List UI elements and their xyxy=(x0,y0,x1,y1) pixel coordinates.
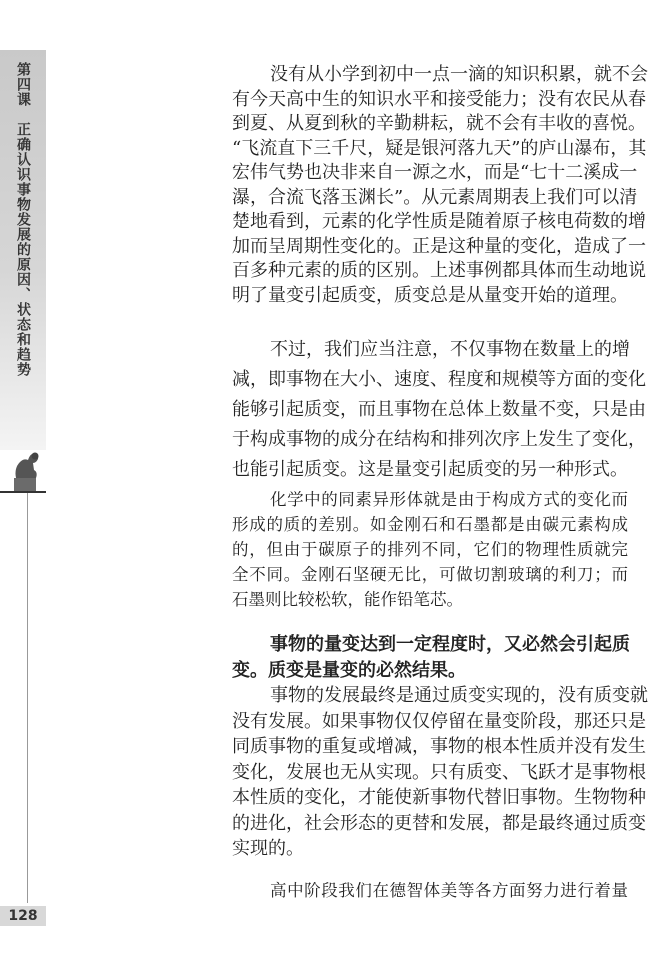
text-line: “飞流直下三千尺，疑是银河落九天”的庐山瀑布，其 xyxy=(232,137,647,159)
paragraph-examples xyxy=(232,63,648,308)
text-line: 事物的发展最终是通过质变实现的，没有质变就 xyxy=(270,685,648,706)
text-line: 能够引起质变，而且事物在总体上数量不变，只是由 xyxy=(232,399,646,420)
thinker-statue-icon xyxy=(6,448,46,492)
text-line: 明了量变引起质变，质变总是从量变开始的道理。 xyxy=(232,284,628,306)
text-line: 的进化，社会形态的更替和发展，都是最终通过质变 xyxy=(232,812,646,834)
text-line: 化学中的同素异形体就是由于构成方式的变化而 xyxy=(270,490,628,509)
text-line: 全不同。金刚石坚硬无比，可做切割玻璃的利刀；而 xyxy=(232,565,628,584)
text-line: 宏伟气势也决非来自一源之水，而是“七十二溪成一 xyxy=(232,162,638,183)
text-line: 的，但由于碳原子的排列不同，它们的物理性质就完 xyxy=(232,540,628,559)
text-line: 到夏、从夏到秋的辛勤耕耘，就不会有丰收的喜悦。 xyxy=(232,113,646,134)
text-line: 瀑，合流飞落玉渊长”。从元素周期表上我们可以清 xyxy=(232,186,638,208)
text-line: 没有从小学到初中一点一滴的知识积累，就不会 xyxy=(270,64,648,85)
text-line: 于构成事物的成分在结构和排列次序上发生了变化， xyxy=(232,429,646,450)
key-point-line: 事物的量变达到一定程度时，又必然会引起质 xyxy=(270,634,630,655)
text-line: 减，即事物在大小、速度、程度和规模等方面的变化 xyxy=(232,369,646,390)
text-line: 形成的质的差别。如金刚石和石墨都是由碳元素构成 xyxy=(232,515,628,534)
text-line: 没有发展。如果事物仅仅停留在量变阶段，那还只是 xyxy=(232,710,646,732)
text-line: 不过，我们应当注意，不仅事物在数量上的增 xyxy=(270,339,630,360)
page-number: 128 xyxy=(0,906,46,926)
text-line: 有今天高中生的知识水平和接受能力；没有农民从春 xyxy=(232,88,646,110)
text-line: 也能引起质变。这是量变引起质变的另一种形式。 xyxy=(232,459,628,480)
paragraph-high-school xyxy=(232,878,628,903)
text-line: 本性质的变化，才能使新事物代替旧事物。生物物种 xyxy=(232,787,646,808)
paragraph-qualitative-change xyxy=(232,632,648,862)
paragraph-allotrope-example xyxy=(232,487,628,612)
text-line: 变化，发展也无从实现。只有质变、飞跃才是事物根 xyxy=(232,761,646,783)
sidebar-divider xyxy=(0,491,46,493)
text-line: 加而呈周期性变化的。正是这种量的变化，造成了一 xyxy=(232,235,646,257)
paragraph-structure-change xyxy=(232,335,646,485)
sidebar-vertical-rule xyxy=(27,493,28,903)
lesson-title-vertical: 第四课 正确认识事物发展的原因、状态和趋势 xyxy=(15,62,31,377)
text-line: 同质事物的重复或增减，事物的根本性质并没有发生 xyxy=(232,736,646,757)
text-line: 石墨则比较松软，能作铅笔芯。 xyxy=(232,590,463,609)
text-line: 楚地看到，元素的化学性质是随着原子核电荷数的增 xyxy=(232,211,646,232)
text-line: 高中阶段我们在德智体美等各方面努力进行着量 xyxy=(270,881,628,900)
text-line: 百多种元素的质的区别。上述事例都具体而生动地说 xyxy=(232,260,646,281)
key-point-line: 变。质变是量变的必然结果。 xyxy=(232,659,466,681)
text-line: 实现的。 xyxy=(232,838,304,859)
